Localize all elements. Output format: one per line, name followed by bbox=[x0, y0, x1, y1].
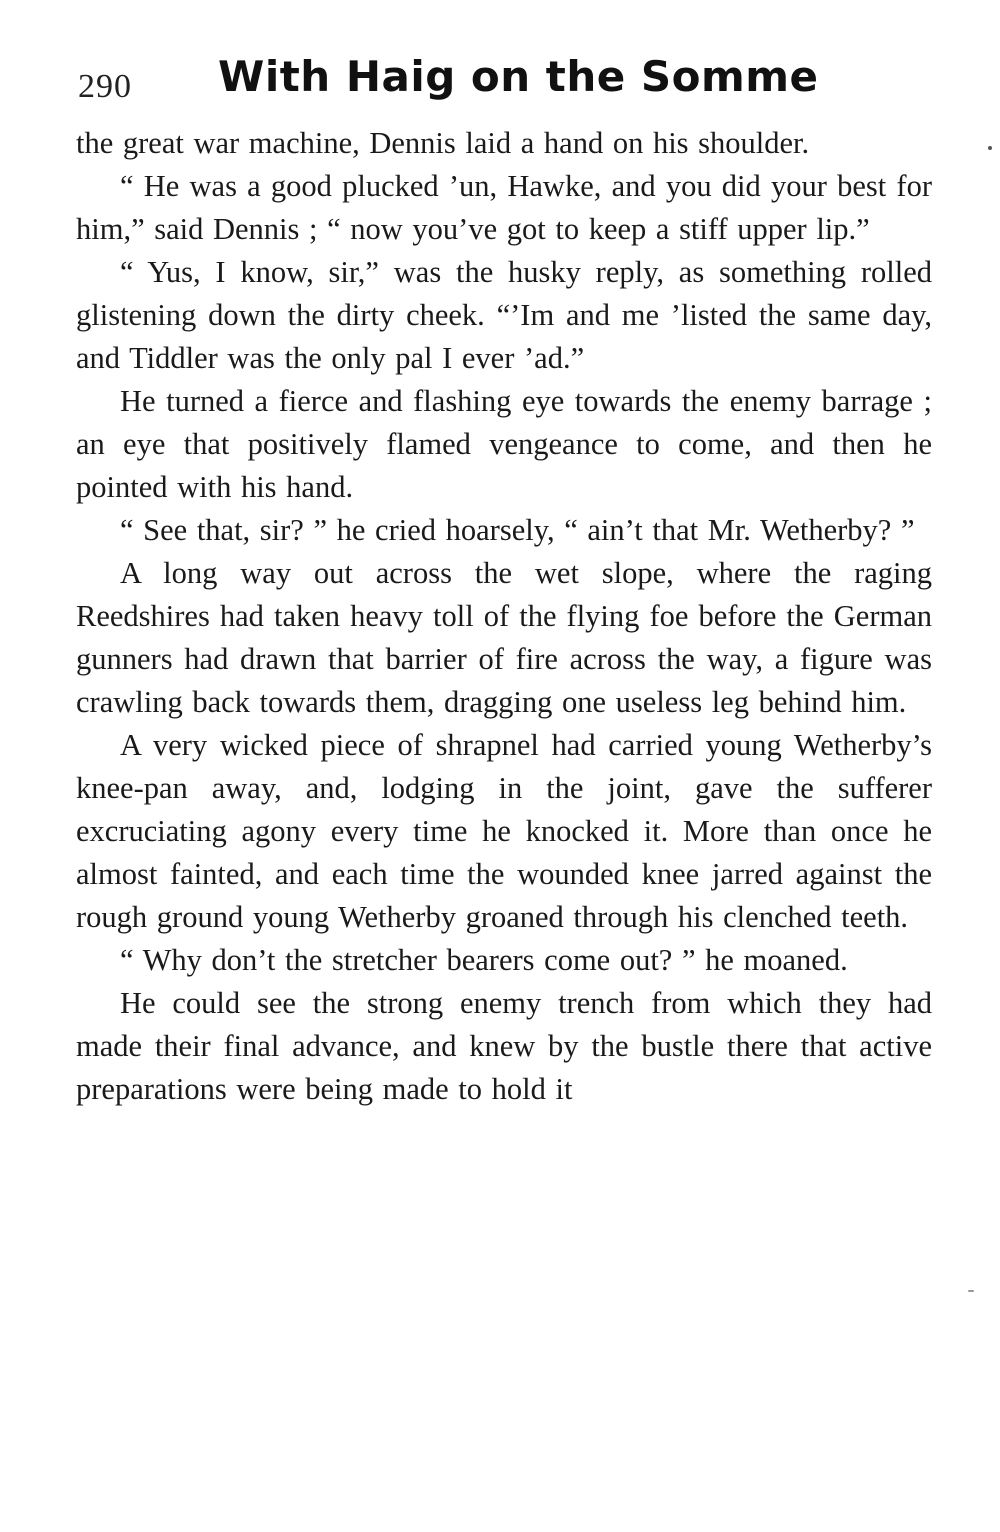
paragraph: “ Why don’t the stretcher bearers come out? ” he moaned. bbox=[120, 943, 848, 977]
body-text bbox=[76, 122, 932, 1111]
running-title: With Haig on the Somme bbox=[218, 52, 819, 101]
paragraph: “ See that, sir? ” he cried hoarsely, “ ain’t that Mr. Wetherby? ” bbox=[120, 513, 915, 547]
scan-speck bbox=[988, 146, 992, 150]
paragraph: “ He was a good plucked ’un, Hawke, and you did your best for him,” said Dennis ; “ now you’ve got to keep a stiff upper lip.” bbox=[76, 169, 932, 246]
paragraph: A long way out across the wet slope, where the raging Reedshires had taken heavy toll of the flying foe before the German gunners had drawn that barrier of fire across the way, a figure was crawling back towards them, dragging one useless leg behind him. bbox=[76, 556, 932, 719]
paragraph: He turned a fierce and flashing eye towards the enemy barrage ; an eye that positively flamed vengeance to come, and then he pointed with his hand. bbox=[76, 384, 932, 504]
paragraph: He could see the strong enemy trench from which they had made their final advance, and knew by the bustle there that active preparations were being made to hold it bbox=[76, 986, 932, 1106]
paragraph: “ Yus, I know, sir,” was the husky reply, as something rolled glistening down the dirty cheek. “’Im and me ’listed the same day, and Tiddler was the only pal I ever ’ad.” bbox=[76, 255, 932, 375]
scan-speck bbox=[968, 1290, 974, 1292]
page-header bbox=[76, 52, 936, 112]
paragraph: the great war machine, Dennis laid a hand on his shoulder. bbox=[76, 126, 810, 160]
page-number: 290 bbox=[78, 68, 132, 105]
paragraph: A very wicked piece of shrapnel had carried young Wetherby’s knee-pan away, and, lodging in the joint, gave the sufferer excruciating agony every time he knocked it. More than once he almost fainted, and each time the wounded knee jarred against the rough ground young Wetherby groaned through his clenched teeth. bbox=[76, 728, 932, 934]
